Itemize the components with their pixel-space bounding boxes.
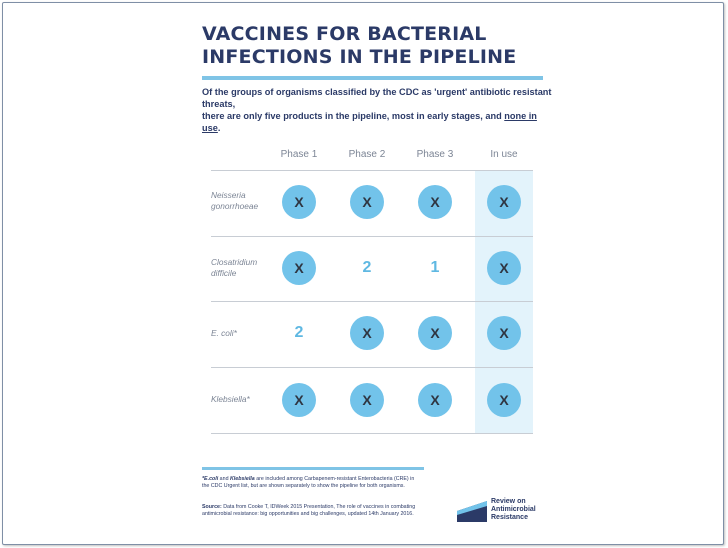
subtitle [202, 86, 552, 134]
subtitle-emphasis: none in use [202, 111, 537, 133]
x-icon: X [487, 383, 521, 417]
product-count: 1 [430, 259, 440, 276]
row-label-neisseria [211, 190, 275, 212]
slide [2, 2, 724, 545]
footnote-klebsiella: Klebsiella [229, 476, 255, 482]
header-in-use: In use [490, 149, 518, 160]
logo-mark-icon [457, 497, 487, 522]
subtitle-line-2-suffix: . [217, 123, 221, 133]
product-count: 2 [362, 259, 372, 276]
amr-review-logo [457, 497, 547, 523]
subtitle-line-2 [202, 110, 552, 134]
x-icon: X [282, 251, 316, 285]
x-icon: X [487, 316, 521, 350]
row-label-ecoli [211, 328, 275, 339]
table-divider [211, 367, 533, 368]
table-divider [211, 170, 533, 171]
footnote-text: are included among Carbapenem-resistant Enterobacteria (CRE) in the CDC Urgent list, but are shown separately to show the pipeline for both organisms. [202, 476, 415, 489]
table-divider [211, 236, 533, 237]
page-title [202, 23, 562, 69]
pipeline-table [211, 143, 533, 435]
footnote [202, 476, 422, 490]
subtitle-line-2-prefix: there are only five products in the pipeline, most in early stages, and [202, 111, 505, 121]
row-label-line-1: Neisseria [211, 190, 246, 200]
header-phase-3: Phase 3 [416, 149, 454, 160]
row-label-line-1: Klebsiella* [211, 394, 250, 404]
source-note [202, 504, 422, 518]
x-icon: X [418, 185, 452, 219]
footnote-ecoli: *E.coli [202, 476, 219, 482]
title-divider [202, 76, 543, 80]
row-label-line-1: E. coli* [211, 328, 237, 338]
footnote-divider [202, 467, 424, 470]
x-icon: X [418, 383, 452, 417]
row-label-closatridium [211, 257, 275, 279]
logo-line-3: Resistance [491, 514, 528, 521]
product-count: 2 [294, 324, 304, 341]
x-icon: X [418, 316, 452, 350]
row-label-line-2: gonorrhoeae [211, 201, 259, 211]
table-divider [211, 301, 533, 302]
source-label: Source: [202, 504, 222, 510]
logo-text [491, 498, 551, 522]
x-icon: X [350, 383, 384, 417]
row-label-klebsiella [211, 394, 275, 405]
subtitle-line-1: Of the groups of organisms classified by the CDC as 'urgent' antibiotic resistant threats, [202, 87, 552, 109]
table-divider [211, 433, 533, 434]
x-icon: X [350, 316, 384, 350]
x-icon: X [487, 251, 521, 285]
footnote-and: and [218, 476, 230, 482]
logo-line-1: Review on [491, 498, 526, 505]
title-line-2: INFECTIONS IN THE PIPELINE [202, 46, 517, 68]
logo-line-2: Antimicrobial [491, 506, 536, 513]
x-icon: X [282, 383, 316, 417]
title-line-1: VACCINES FOR BACTERIAL [202, 23, 487, 45]
row-label-line-2: difficile [211, 268, 237, 278]
source-text: Data from Cooke T, IDWeek 2015 Presentation, The role of vaccines in combating antimicrobial resistance: big opportunities and big challenges, updated 14th January 2016. [202, 504, 416, 517]
x-icon: X [350, 185, 384, 219]
x-icon: X [282, 185, 316, 219]
header-phase-1: Phase 1 [280, 149, 318, 160]
row-label-line-1: Closatridium [211, 257, 258, 267]
x-icon: X [487, 185, 521, 219]
header-phase-2: Phase 2 [348, 149, 386, 160]
